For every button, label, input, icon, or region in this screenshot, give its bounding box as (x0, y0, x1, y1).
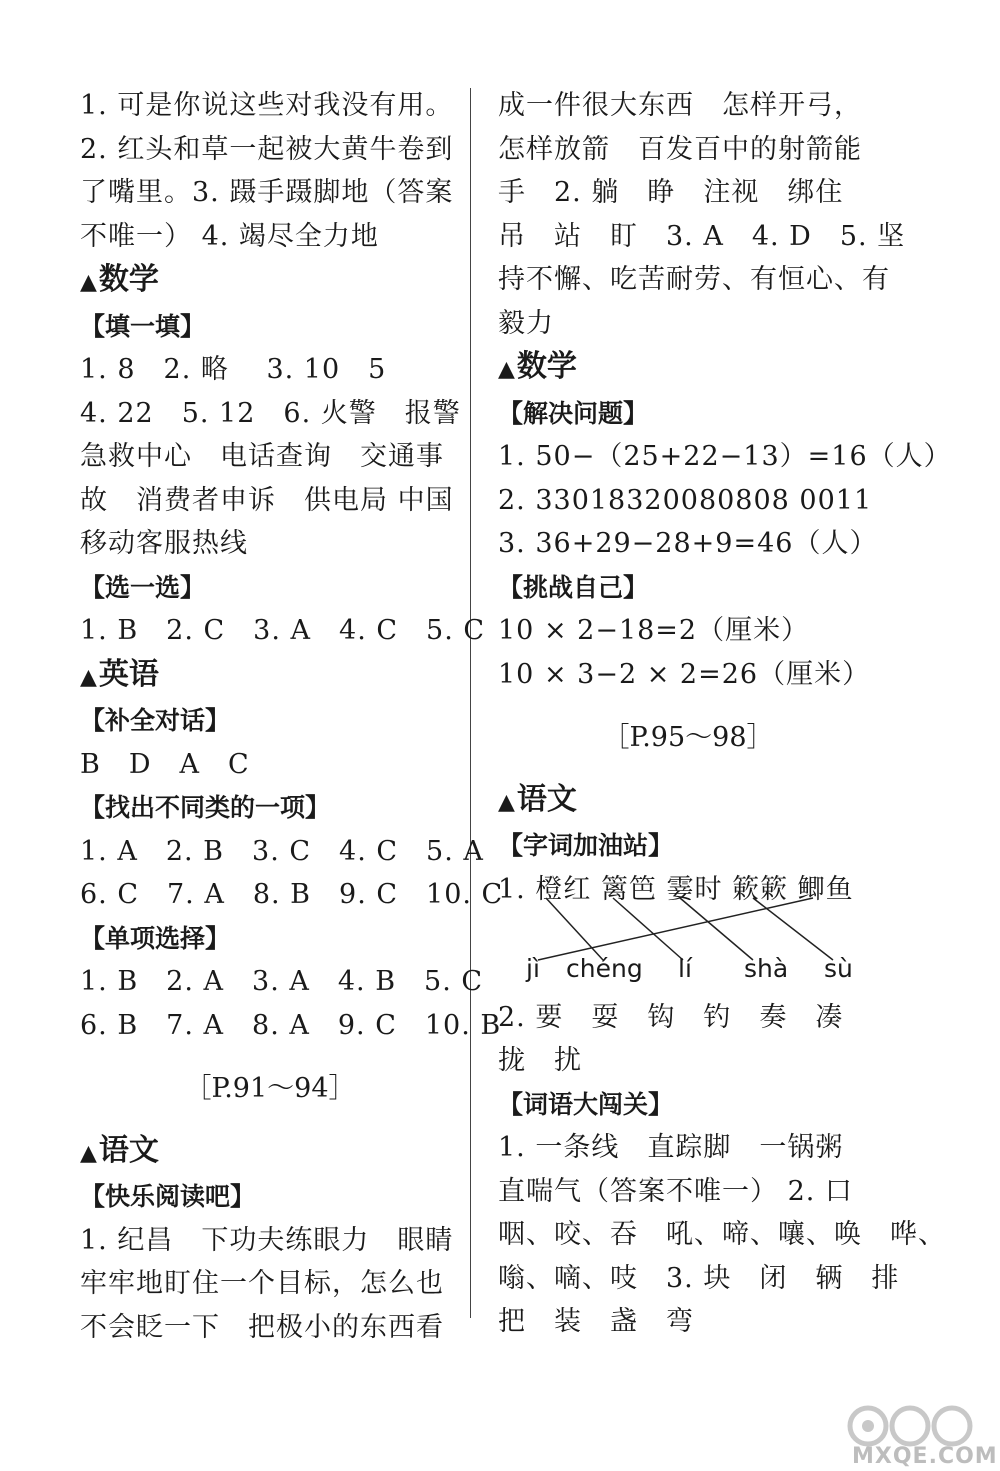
text-line: 吊 站 盯 3. A 4. D 5. 坚 (498, 220, 906, 252)
answer-line: 2. 要 耍 钩 钓 奏 凑 (498, 1001, 844, 1033)
answer-line: 把 装 盏 弯 (498, 1306, 694, 1337)
section-heading-math: ▲数学 (80, 262, 159, 297)
section-heading-english: ▲英语 (80, 656, 159, 692)
answer-line: 直喘气（答案不唯一） 2. 口 (498, 1175, 853, 1207)
subsection-challenge: 【挑战自己】 (498, 572, 649, 602)
text-line: 不唯一） 4. 竭尽全力地 (80, 220, 379, 252)
answer-line: 6. B 7. A 8. A 9. C 10. B (80, 1009, 502, 1041)
answer-line: 10 × 3−2 × 2=26（厘米） (498, 658, 871, 690)
triangle-marker: ▲ (498, 357, 515, 382)
answer-line: 故 消费者申诉 供电局 中国 (80, 484, 454, 516)
subsection-choose: 【选一选】 (80, 572, 206, 602)
answer-line: 嗡、嘀、吱 3. 块 闭 辆 排 (498, 1262, 900, 1294)
page-range: ［P.95～98］ (602, 722, 774, 753)
subsection-single-choice: 【单项选择】 (80, 923, 231, 953)
triangle-marker: ▲ (80, 270, 97, 295)
match-line (546, 898, 603, 960)
pinyin-label: chéng (566, 953, 643, 983)
subsection-dialog: 【补全对话】 (80, 706, 231, 735)
pinyin-label: sù (824, 953, 853, 983)
answer-line: 1. 纪昌 下功夫练眼力 眼睛 (80, 1224, 454, 1256)
answer-line: 4. 22 5. 12 6. 火警 报警 (80, 397, 461, 429)
answer-line: 1. 50−（25+22−13）=16（人） (498, 441, 952, 472)
answer-line: 1. 一条线 直踪脚 一锅粥 (498, 1132, 844, 1163)
answer-line: 移动客服热线 (80, 528, 248, 559)
subsection-word-challenge: 【词语大闯关】 (498, 1089, 674, 1119)
matching-exercise (498, 868, 878, 996)
text-line: 手 2. 躺 睁 注视 绑住 (498, 177, 844, 208)
pinyin-label: shà (744, 953, 789, 983)
column-divider (470, 88, 471, 1318)
text-line: 毅力 (498, 307, 554, 339)
pinyin-label: jì (526, 953, 540, 983)
watermark-text: MXQE.COM (852, 1444, 998, 1469)
section-heading-chinese: ▲语文 (80, 1132, 159, 1168)
subsection-words: 【字词加油站】 (498, 831, 674, 860)
section-heading-chinese: ▲语文 (498, 781, 577, 817)
text-line: 成一件很大东西 怎样开弓， (498, 90, 862, 121)
left-column (80, 84, 504, 1349)
section-heading-math: ▲数学 (498, 349, 577, 384)
answer-line: 10 × 2−18=2（厘米） (498, 615, 810, 646)
text-line: 怎样放箭 百发百中的射箭能 (498, 133, 862, 165)
answer-line: 3. 36+29−28+9=46（人） (498, 528, 878, 559)
answer-line: 1. A 2. B 3. C 4. C 5. A (80, 835, 484, 867)
triangle-marker: ▲ (498, 789, 515, 815)
right-column (498, 84, 952, 1344)
answer-line: 牢牢地盯住一个目标，怎么也 (80, 1268, 444, 1299)
answer-line: 拢 扰 (498, 1045, 582, 1076)
subsection-solve: 【解决问题】 (498, 398, 649, 428)
pinyin-label: lí (678, 953, 692, 983)
subsection-fill: 【填一填】 (80, 311, 206, 341)
answer-line: 2. 33018320080808 0011 (498, 484, 873, 516)
text-line: 持不懈、吃苦耐劳、有恒心、有 (498, 264, 890, 295)
answer-line: 咽、咬、吞 吼、啼、嚷、唤 哗、 (498, 1219, 946, 1250)
answer-line: 1. 橙红 篱笆 霎时 簌簌 鲫鱼 (498, 873, 854, 905)
answer-line: B D A C (80, 748, 250, 780)
triangle-marker: ▲ (80, 664, 97, 690)
answer-line: 急救中心 电话查询 交通事 (80, 441, 444, 472)
match-line (753, 898, 833, 960)
answer-line: 1. B 2. C 3. A 4. C 5. C (80, 615, 486, 646)
match-line (538, 898, 813, 960)
text-line: 了嘴里。3. 蹑手蹑脚地（答案 (80, 177, 454, 208)
triangle-marker: ▲ (80, 1140, 97, 1166)
text-line: 1. 可是你说这些对我没有用。 (80, 90, 454, 121)
answer-line: 1. 8 2. 略 3. 10 5 (80, 354, 387, 385)
answer-line: 不会眨一下 把极小的东西看 (80, 1311, 444, 1343)
match-line (680, 898, 753, 960)
page-range: ［P.91～94］ (184, 1073, 356, 1104)
text-line: 2. 红头和草一起被大黄牛卷到 (80, 133, 454, 165)
subsection-odd-one: 【找出不同类的一项】 (80, 793, 331, 822)
answer-line: 6. C 7. A 8. B 9. C 10. C (80, 879, 504, 910)
subsection-reading: 【快乐阅读吧】 (80, 1182, 256, 1211)
answer-line: 1. B 2. A 3. A 4. B 5. C (80, 966, 484, 997)
